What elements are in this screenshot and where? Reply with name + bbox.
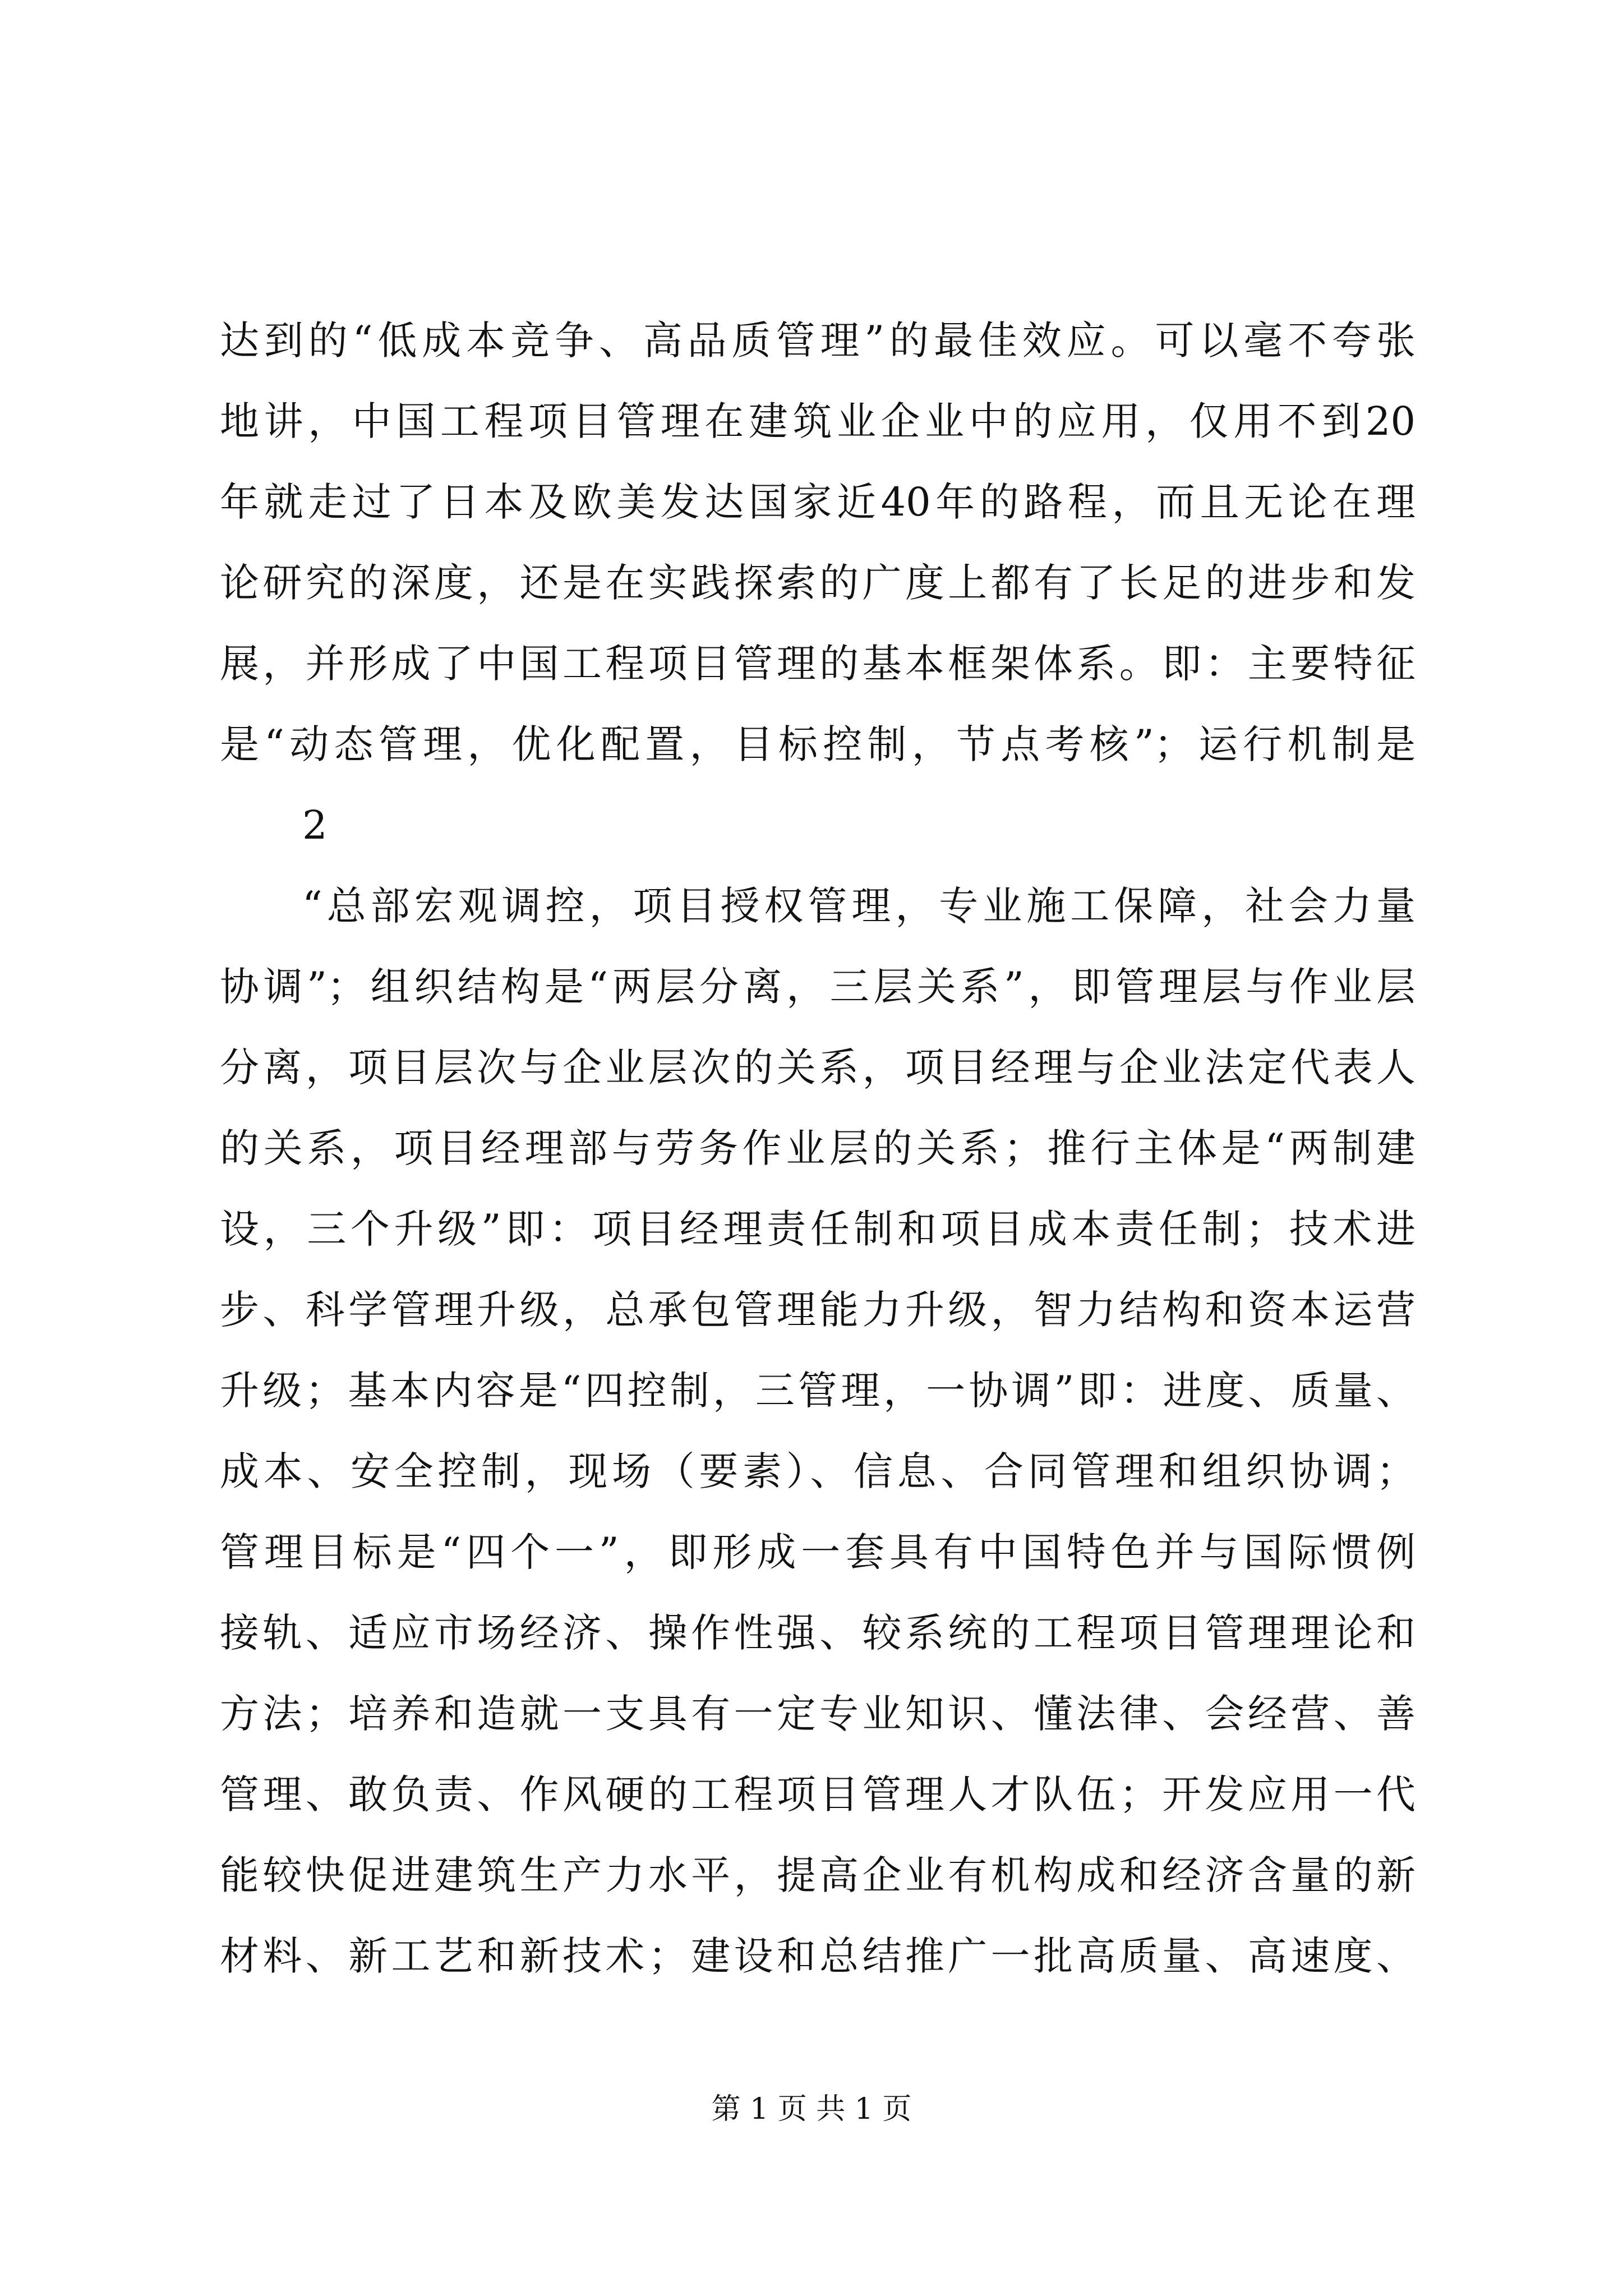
text-line-18: 方法；培养和造就一支具有一定专业知识、懂法律、会经营、善 (220, 1691, 1415, 1737)
text-line-4: 论研究的深度，还是在实践探索的广度上都有了长足的进步和发 (220, 560, 1415, 606)
page-footer: 第 1 页 共 1 页 (711, 2092, 912, 2126)
text-line-19: 管理、敢负责、作风硬的工程项目管理人才队伍；开发应用一代 (220, 1772, 1415, 1818)
text-line-5: 展，并形成了中国工程项目管理的基本框架体系。即：主要特征 (220, 641, 1415, 687)
text-line-10: 分离，项目层次与企业层次的关系，项目经理与企业法定代表人 (220, 1045, 1415, 1091)
inline-number: 2 (302, 802, 328, 848)
text-line-8: “总部宏观调控，项目授权管理，专业施工保障，社会力量 (302, 883, 1415, 929)
text-line-12: 设，三个升级”即：项目经理责任制和项目成本责任制；技术进 (220, 1206, 1415, 1252)
text-line-3: 年就走过了日本及欧美发达国家近40年的路程，而且无论在理 (220, 479, 1415, 525)
text-line-1: 达到的“低成本竞争、高品质管理”的最佳效应。可以毫不夸张 (220, 318, 1415, 364)
body-text (220, 300, 1415, 1996)
text-line-17: 接轨、适应市场经济、操作性强、较系统的工程项目管理理论和 (220, 1610, 1415, 1656)
text-line-13: 步、科学管理升级，总承包管理能力升级，智力结构和资本运营 (220, 1287, 1415, 1333)
text-line-20: 能较快促进建筑生产力水平，提高企业有机构成和经济含量的新 (220, 1852, 1415, 1898)
text-line-14: 升级；基本内容是“四控制，三管理，一协调”即：进度、质量、 (220, 1368, 1415, 1414)
text-line-6: 是“动态管理，优化配置，目标控制，节点考核”；运行机制是 (220, 721, 1415, 767)
text-line-21: 材料、新工艺和新技术；建设和总结推广一批高质量、高速度、 (220, 1933, 1415, 1979)
text-line-16: 管理目标是“四个一”，即形成一套具有中国特色并与国际惯例 (220, 1529, 1415, 1575)
text-line-9: 协调”；组织结构是“两层分离，三层关系”，即管理层与作业层 (220, 964, 1415, 1010)
text-line-2: 地讲，中国工程项目管理在建筑业企业中的应用，仅用不到20 (220, 398, 1415, 444)
text-line-15: 成本、安全控制，现场（要素）、信息、合同管理和组织协调； (220, 1448, 1415, 1494)
text-line-11: 的关系，项目经理部与劳务作业层的关系；推行主体是“两制建 (220, 1125, 1415, 1171)
